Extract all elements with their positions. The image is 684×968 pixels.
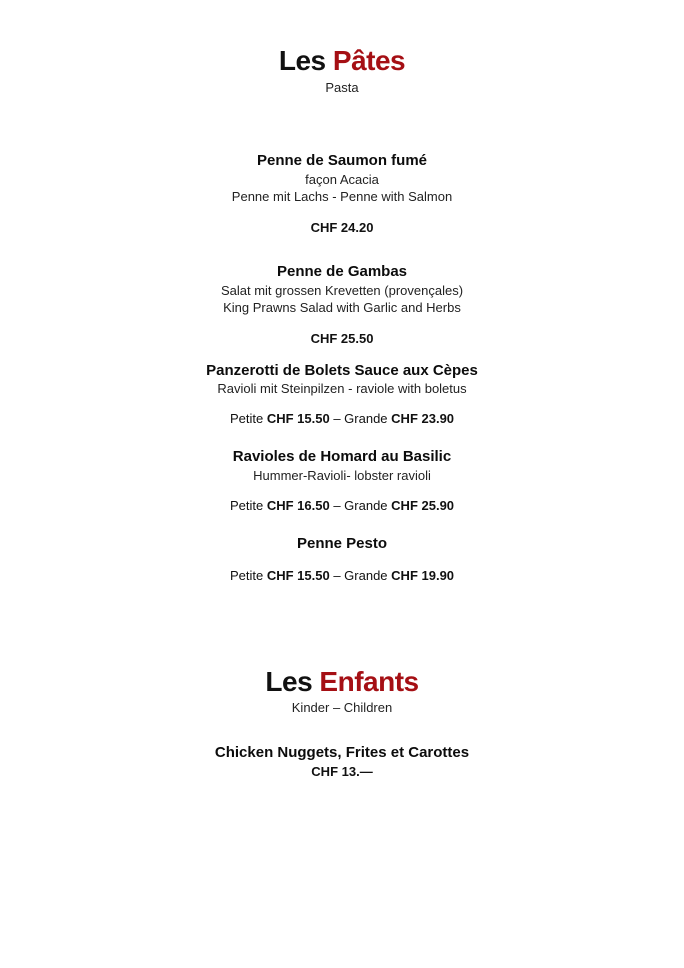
petite-price: CHF 15.50 — [266, 411, 330, 426]
section-title-accent: Pâtes — [332, 45, 406, 76]
menu-item-description: façon Acacia — [305, 172, 379, 187]
menu-item-name: Ravioles de Homard au Basilic — [232, 448, 452, 465]
section-title-prefix: Les — [265, 666, 313, 697]
section-title-prefix: Les — [278, 45, 326, 76]
price-value: CHF 25.50 — [310, 331, 374, 346]
section-subtitle-pates: Pasta — [325, 80, 359, 95]
menu-item-name: Panzerotti de Bolets Sauce aux Cèpes — [206, 362, 478, 379]
section-title-enfants — [0, 666, 684, 698]
menu-item-price — [0, 219, 684, 236]
petite-price: CHF 15.50 — [266, 568, 330, 583]
price-value: CHF 24.20 — [310, 220, 374, 235]
petite-label: Petite — [229, 498, 264, 513]
menu-item-description: Salat mit grossen Krevetten (provençales) — [220, 283, 464, 298]
section-subtitle-enfants: Kinder – Children — [291, 700, 393, 715]
menu-item-name: Chicken Nuggets, Frites et Carottes — [214, 744, 470, 761]
petite-price: CHF 16.50 — [266, 498, 330, 513]
menu-item-description: Hummer-Ravioli- lobster ravioli — [253, 468, 431, 483]
menu-item-price — [0, 410, 684, 427]
menu-item-name: Penne de Saumon fumé — [256, 152, 428, 169]
grande-label: Grande — [344, 411, 388, 426]
grande-label: Grande — [344, 568, 388, 583]
menu-item-price — [0, 330, 684, 347]
menu-item-name: Penne Pesto — [296, 535, 388, 552]
menu-item-description: Ravioli mit Steinpilzen - raviole with boletus — [217, 381, 467, 396]
menu-item-name: Penne de Gambas — [276, 263, 408, 280]
petite-label: Petite — [229, 411, 264, 426]
grande-label: Grande — [344, 498, 388, 513]
section-title-pates — [0, 45, 684, 77]
grande-price: CHF 19.90 — [391, 568, 455, 583]
section-title-accent: Enfants — [319, 666, 419, 697]
price-separator: – — [333, 498, 341, 513]
petite-label: Petite — [229, 568, 264, 583]
grande-price: CHF 25.90 — [391, 498, 455, 513]
menu-item-price — [0, 497, 684, 514]
menu-item-price — [0, 763, 684, 780]
grande-price: CHF 23.90 — [391, 411, 455, 426]
menu-item-description: Penne mit Lachs - Penne with Salmon — [231, 189, 453, 204]
price-separator: – — [333, 411, 341, 426]
menu-item-price — [0, 567, 684, 584]
menu-item-description: King Prawns Salad with Garlic and Herbs — [223, 300, 461, 315]
price-separator: – — [333, 568, 341, 583]
price-value: CHF 13.— — [311, 764, 373, 779]
